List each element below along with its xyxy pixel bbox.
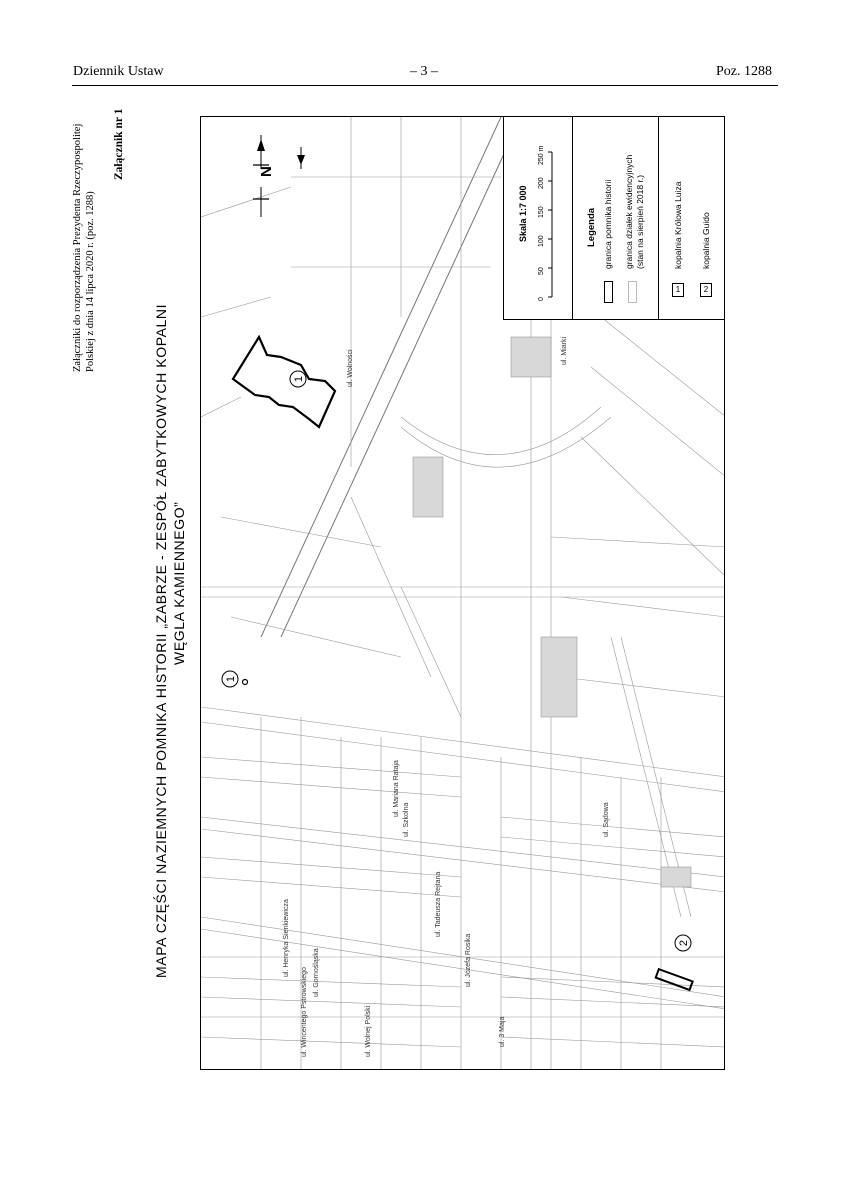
scale-tick: 250 m bbox=[538, 145, 545, 165]
shaft-point bbox=[243, 680, 248, 685]
street-label: ul. Szkolna bbox=[403, 802, 410, 837]
legend-parcels-2: (stan na sierpień 2018 r.) bbox=[635, 174, 645, 269]
header-rule bbox=[72, 85, 778, 86]
legend-title: Legenda bbox=[586, 207, 597, 247]
street-label: ul. Mariana Rataja bbox=[393, 760, 400, 817]
street-label: ul. Józefa Rosika bbox=[465, 933, 472, 987]
street-label: ul. Wincentego Pstrowskiego bbox=[301, 967, 308, 1057]
scale-tick: 50 bbox=[538, 267, 545, 275]
scale-tick: 200 bbox=[538, 177, 545, 189]
marker-1-main: 1 bbox=[293, 375, 305, 383]
scale-bar bbox=[538, 147, 558, 307]
scale-tick: 100 bbox=[538, 235, 545, 247]
legend-boundary: granica pomnika historii bbox=[603, 179, 613, 269]
street-label: ul. Henryka Sienkiewicza bbox=[283, 899, 290, 977]
legend-parcels-1: granica działek ewidencyjnych bbox=[624, 154, 634, 269]
scale-tick: 150 bbox=[538, 206, 545, 218]
street-label: ul. 3 Maja bbox=[499, 1016, 506, 1047]
annex-note-line1: Załączniki do rozporządzenia Prezydenta Rzeczypospolitej bbox=[72, 123, 83, 372]
legend-swatch-parcels bbox=[628, 281, 637, 303]
scale-title: Skala 1:7 000 bbox=[518, 185, 528, 242]
north-label: N bbox=[258, 166, 275, 177]
street-label: ul. Miarki bbox=[561, 336, 568, 365]
boundary-mine-1 bbox=[233, 337, 335, 427]
map-legend bbox=[503, 116, 725, 320]
street-label: ul. Sądowa bbox=[603, 802, 610, 837]
street-label: ul. Wolnej Polski bbox=[365, 1005, 372, 1057]
street-label: ul. Wolności bbox=[347, 349, 354, 387]
page-number: – 3 – bbox=[410, 64, 438, 79]
journal-name: Dziennik Ustaw bbox=[73, 64, 164, 79]
street-label: ul. Gornośląska bbox=[313, 948, 320, 997]
map-title-line1: MAPA CZĘŚCI NAZIEMNYCH POMNIKA HISTORII „ZABRZE - ZESPÓŁ ZABYTKOWYCH KOPALNI bbox=[153, 303, 169, 978]
position-number: Poz. 1288 bbox=[716, 64, 772, 79]
marker-2: 2 bbox=[678, 939, 690, 947]
buildings bbox=[413, 337, 691, 887]
mine-2-box: 2 bbox=[700, 283, 712, 297]
north-arrow bbox=[253, 135, 305, 217]
street-label: ul. Tadeusza Rejtana bbox=[435, 871, 442, 937]
mine-1-box: 1 bbox=[672, 283, 684, 297]
scale-tick: 0 bbox=[538, 297, 545, 301]
map-title-line2: WĘGLA KAMIENNEGO” bbox=[171, 501, 187, 665]
legend-mine-1: kopalnia Królowa Luiza bbox=[673, 181, 683, 269]
marker-1-shaft: 1 bbox=[225, 675, 237, 683]
annex-note-line2: Polskiej z dnia 14 lipca 2020 r. (poz. 1288) bbox=[85, 191, 96, 372]
legend-swatch-boundary bbox=[604, 281, 613, 303]
legend-mine-2: kopalnia Guido bbox=[701, 212, 711, 269]
annex-label: Załącznik nr 1 bbox=[113, 108, 125, 180]
